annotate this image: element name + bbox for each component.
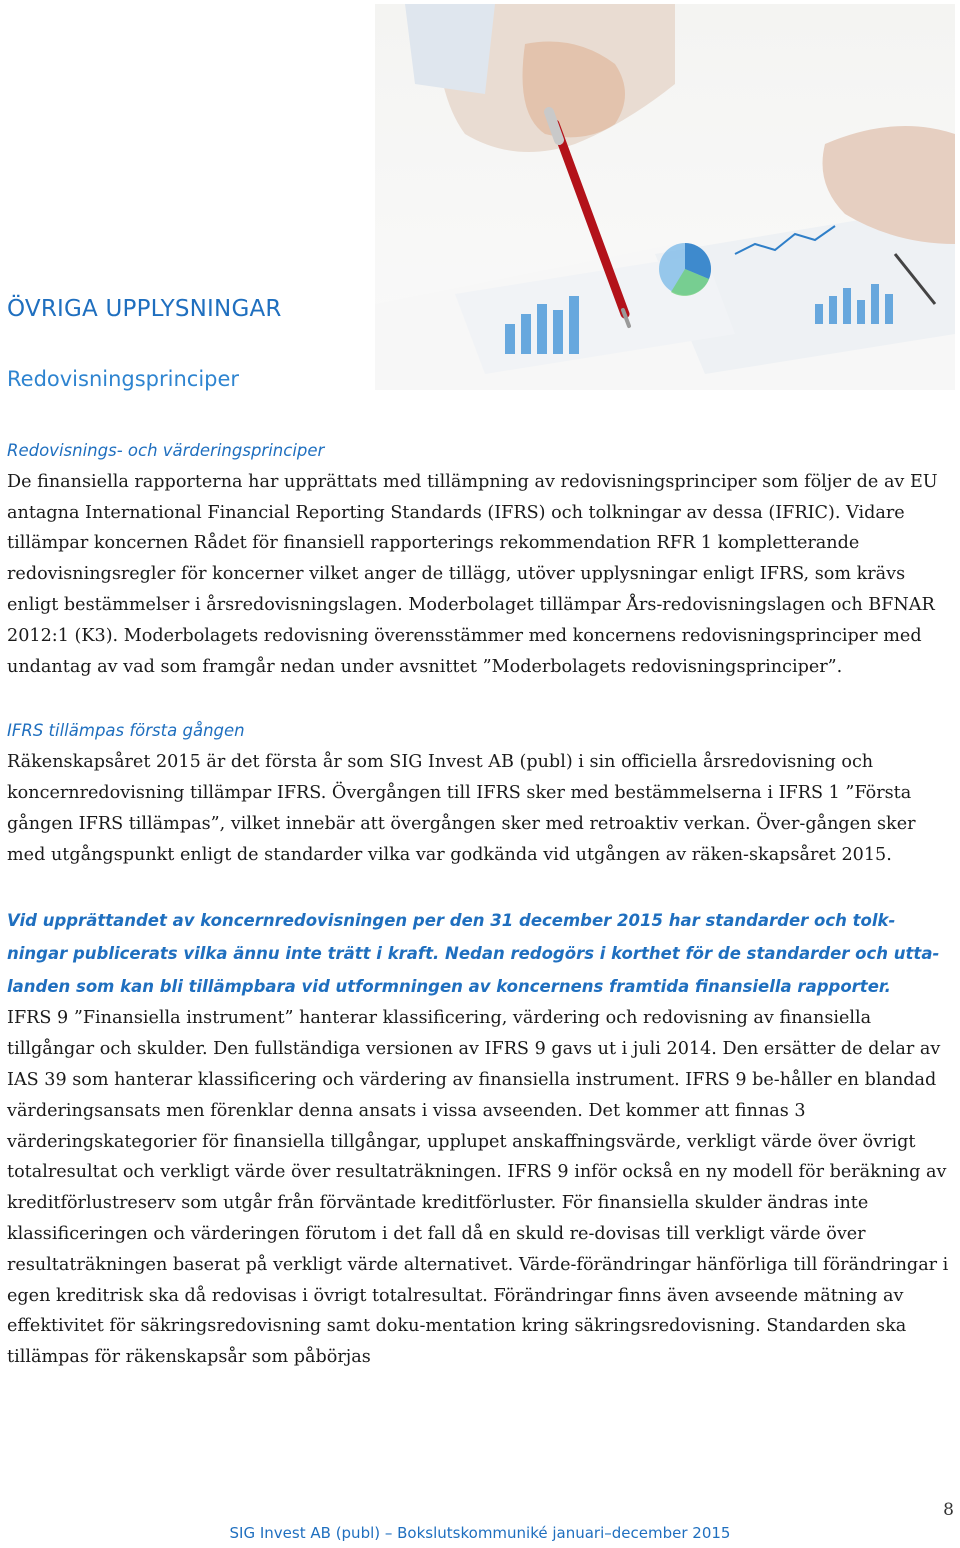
footer-text: SIG Invest AB (publ) – Bokslutskommuniké januari–december 2015 bbox=[229, 1524, 731, 1542]
ifrs9-paragraph: IFRS 9 ”Finansiella instrument” hanterar klassificering, värdering och redovisning av finansiella tillgångar och skulder. Den fullständiga versionen av IFRS 9 gavs ut i juli 2014. Den ersätter de delar av IAS 39 som hanterar klassificering och värdering av finansiella instrument. IFRS 9 be-håller en blandad värderingsansats men förenklar denna ansats i vissa avseenden. Det kommer att finnas 3 värderingskategorier för finansiella tillgångar, upplupet anskaffningsvärde, verkligt värde över övrigt totalresultat och verkligt värde över resultaträkningen. IFRS 9 inför också en ny modell för beräkning av kreditförlustreserv som utgår från förväntade kreditförluster. För finansiella skulder ändras inte klassificeringen och värderingen förutom i det fall då en skuld re-dovisas till verkligt värde över resultaträkningen baserat på verkligt värde alternativet. Värde-förändringar hänförliga till förändringar i egen kreditrisk ska då redovisas i övrigt totalresultat. Förändringar finns även avseende mätning av effektivitet för säkringsredovisning samt doku-mentation kring säkringsredovisning. Standarden ska tillämpas för räkenskapsår som påbörjas bbox=[7, 1008, 949, 1368]
page-subtitle: Redovisningsprinciper bbox=[7, 367, 240, 391]
ifrs-first-heading: IFRS tillämpas första gången bbox=[7, 721, 245, 741]
new-standards-heading: Vid upprättandet av koncernredovisningen per den 31 december 2015 har standarder och tolk-ningar publicerats vilka ännu inte trätt i kraft. Nedan redogörs i korthet för de standarder och utta-landen som kan bli tillämpbara vid utformningen av koncernens framtida finansiella rapporter. bbox=[7, 911, 940, 997]
document-body bbox=[7, 436, 953, 1373]
ifrs-first-paragraph: Räkenskapsåret 2015 är det första år som SIG Invest AB (publ) i sin officiella årsredovisning och koncernredovisning tillämpar IFRS. Övergången till IFRS sker med bestämmelserna i IFRS 1 ”Första gången IFRS tillämpas”, vilket innebär att övergången sker med retroaktiv verkan. Över-gången sker med utgångspunkt enligt de standarder vilka var godkända vid utgången av räken-skapsåret 2015. bbox=[7, 752, 916, 865]
spacer bbox=[7, 870, 953, 904]
photo-illustration bbox=[375, 4, 955, 390]
page-number: 8 bbox=[943, 1500, 954, 1520]
spacer bbox=[7, 682, 953, 716]
section-title: ÖVRIGA UPPLYSNINGAR bbox=[7, 296, 282, 322]
pen-over-charts-photo bbox=[375, 4, 955, 390]
principles-paragraph: De finansiella rapporterna har upprättats med tillämpning av redovisningsprinciper som följer de av EU antagna International Financial Reporting Standards (IFRS) och tolkningar av dessa (IFRIC). Vidare tillämpar koncernen Rådet för finansiell rapporterings rekommendation RFR 1 kompletterande redovisningsregler för koncerner vilket anger de tillägg, utöver upplysningar enligt IFRS, som krävs enligt bestämmelser i årsredovisningslagen. Moderbolaget tillämpar Års-redovisningslagen och BFNAR 2012:1 (K3). Moderbolagets redovisning överensstämmer med koncernens redovisningsprinciper med undantag av vad som framgår nedan under avsnittet ”Moderbolagets redovisningsprinciper”. bbox=[7, 471, 938, 677]
principles-heading: Redovisnings- och värderingsprinciper bbox=[7, 441, 325, 460]
